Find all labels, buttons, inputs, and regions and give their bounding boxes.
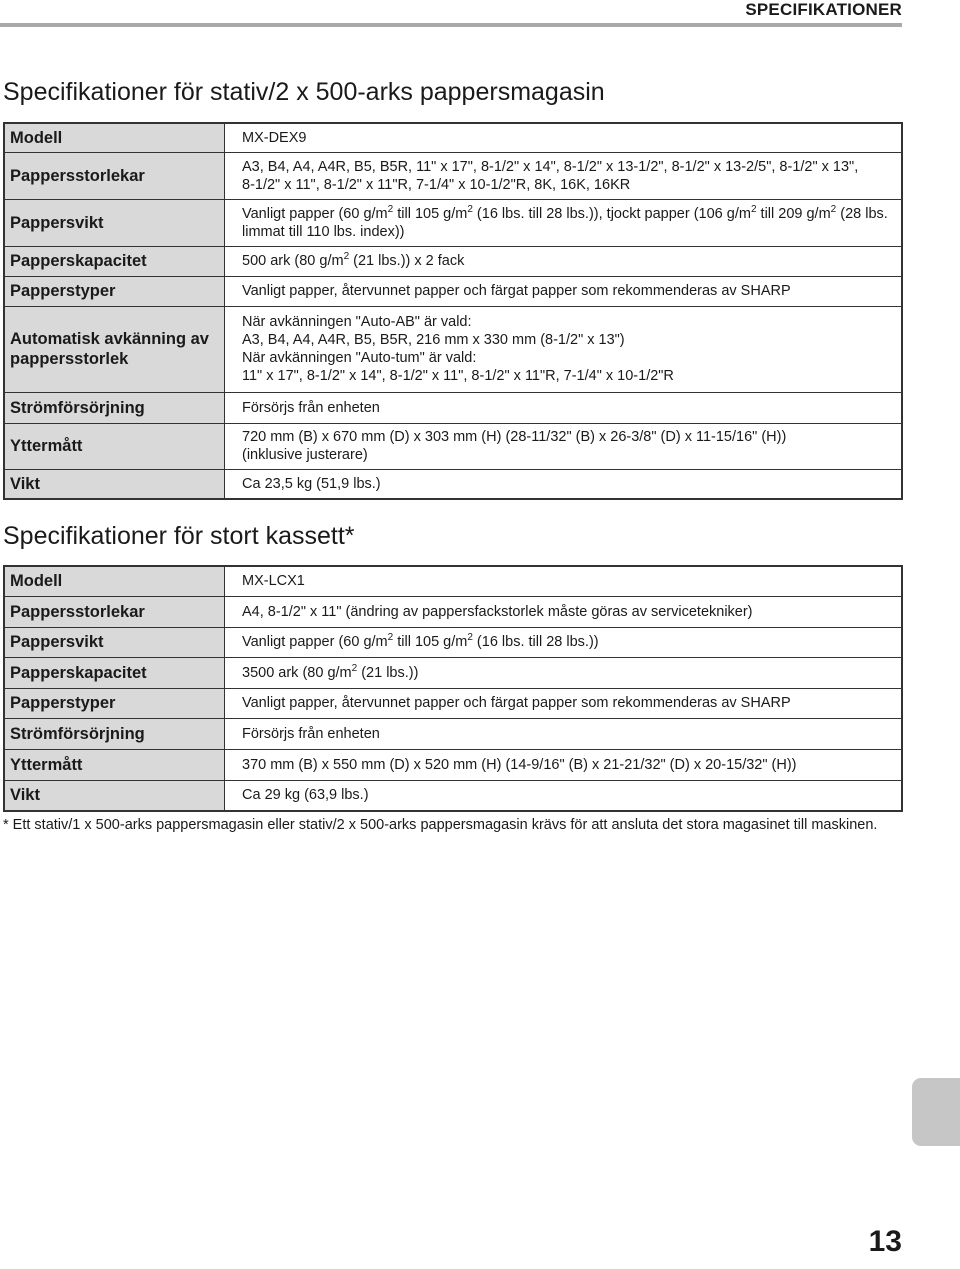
row-key: Pappersstorlekar [4,596,225,627]
row-value: Ca 29 kg (63,9 lbs.) [225,780,903,811]
row-value: 720 mm (B) x 670 mm (D) x 303 mm (H) (28-11/32" (B) x 26-3/8" (D) x 11-15/16" (H)) (inklusive justerare) [225,423,903,469]
row-value: När avkänningen "Auto-AB" är vald: A3, B4, A4, A4R, B5, B5R, 216 mm x 330 mm (8-1/2" x 13") När avkänningen "Auto-tum" är vald: 11" x 17", 8-1/2" x 14", 8-1/2" x 11", 8-1/2" x 11"R, 7-1/4" x 10-1/2"R [225,306,903,392]
table-row [4,423,902,469]
row-key: Pappersstorlekar [4,152,225,199]
header-label: SPECIFIKATIONER [745,0,902,19]
table-row [4,596,902,627]
table-row [4,469,902,499]
chapter-thumb-tab [912,1078,960,1146]
footnote: * Ett stativ/1 x 500-arks pappersmagasin eller stativ/2 x 500-arks pappersmagasin krävs för att ansluta det stora magasinet till maskinen. [3,817,878,833]
table-row [4,780,902,811]
table-row [4,392,902,423]
section-title-stand: Specifikationer för stativ/2 x 500-arks pappersmagasin [3,78,605,106]
row-value: 500 ark (80 $g/m^2$ (21 lbs.)) x 2 fack [225,246,903,276]
row-key: Papperstyper [4,276,225,306]
table-row [4,657,902,688]
row-value: A3, B4, A4, A4R, B5, B5R, 11" x 17", 8-1/2" x 14", 8-1/2" x 13-1/2", 8-1/2" x 13-2/5", 8-1/2" x 13", 8-1/2" x 11", 8-1/2" x 11"R, 7-1/4" x 10-1/2"R, 8K, 16K, 16KR [225,152,903,199]
table-row [4,123,902,152]
row-value: Ca 23,5 kg (51,9 lbs.) [225,469,903,499]
row-key: Pappersvikt [4,199,225,246]
row-key: Vikt [4,780,225,811]
table-row [4,306,902,392]
table-row [4,749,902,780]
row-key: Automatisk avkänning av pappersstorlek [4,306,225,392]
section-title-cassette: Specifikationer för stort kassett* [3,522,355,550]
row-value: A4, 8-1/2" x 11" (ändring av pappersfackstorlek måste göras av servicetekniker) [225,596,903,627]
table-row [4,199,902,246]
row-key: Strömförsörjning [4,392,225,423]
row-key: Papperskapacitet [4,657,225,688]
table-row [4,566,902,596]
row-key: Strömförsörjning [4,718,225,749]
table-row [4,246,902,276]
row-value: MX-DEX9 [225,123,903,152]
row-key: Yttermått [4,749,225,780]
row-value: Vanligt papper, återvunnet papper och färgat papper som rekommenderas av SHARP [225,688,903,718]
row-key: Modell [4,566,225,596]
page-number: 13 [868,1225,902,1258]
table-row [4,276,902,306]
row-key: Pappersvikt [4,627,225,657]
row-value: MX-LCX1 [225,566,903,596]
row-value: Vanligt papper, återvunnet papper och färgat papper som rekommenderas av SHARP [225,276,903,306]
row-value: Försörjs från enheten [225,718,903,749]
row-value: 3500 ark (80 $g/m^2$ (21 lbs.)) [225,657,903,688]
row-key: Yttermått [4,423,225,469]
row-value: Försörjs från enheten [225,392,903,423]
table-row [4,627,902,657]
table-row [4,152,902,199]
spec-table-stand [3,122,903,500]
row-key: Vikt [4,469,225,499]
row-value: 370 mm (B) x 550 mm (D) x 520 mm (H) (14-9/16" (B) x 21-21/32" (D) x 20-15/32" (H)) [225,749,903,780]
spec-table-cassette [3,565,903,812]
table-row [4,718,902,749]
row-key: Papperskapacitet [4,246,225,276]
header-rule [0,23,902,27]
row-key: Papperstyper [4,688,225,718]
row-value: Vanligt papper (60 $g/m^2$ till 105 $g/m^2$ (16 lbs. till 28 lbs.)) [225,627,903,657]
row-key: Modell [4,123,225,152]
row-value: Vanligt papper (60 $g/m^2$ till 105 $g/m^2$ (16 lbs. till 28 lbs.)), tjockt papper (106 $g/m^2$ till 209 $g/m^2$ (28 lbs. limmat till 110 lbs. index)) [225,199,903,246]
table-row [4,688,902,718]
